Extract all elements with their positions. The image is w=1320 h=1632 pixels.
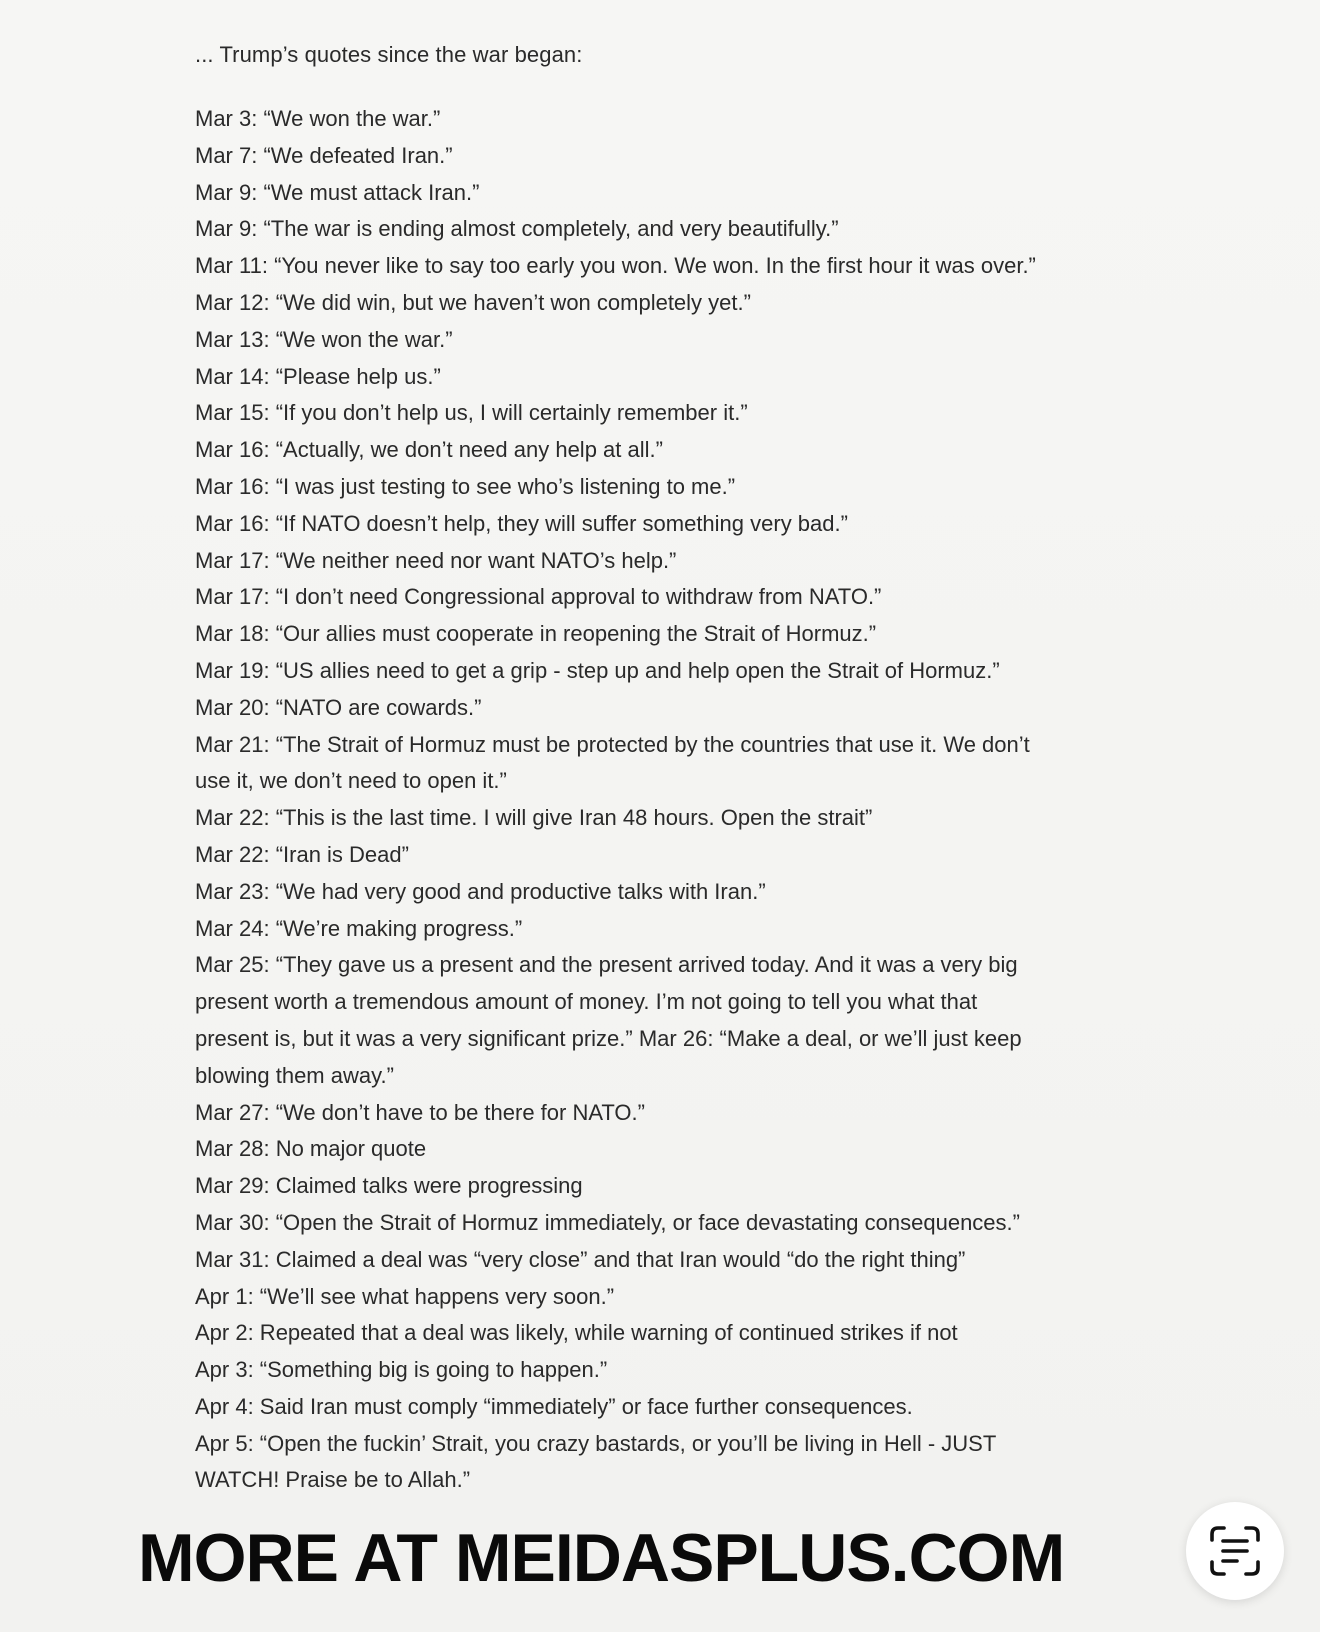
quote-line: Apr 2: Repeated that a deal was likely, while warning of continued strikes if not [195,1320,958,1346]
quote-line: Mar 16: “If NATO doesn’t help, they will suffer something very bad.” [195,510,848,536]
quote-line: Mar 22: “Iran is Dead” [195,841,409,867]
quote-line: Mar 9: “The war is ending almost completely, and very beautifully.” [195,216,839,242]
quote-line: Mar 19: “US allies need to get a grip - step up and help open the Strait of Hormuz.” [195,657,1000,683]
quote-line: Mar 9: “We must attack Iran.” [195,179,480,205]
quote-line: Mar 28: No major quote [195,1136,427,1162]
quote-line: Apr 4: Said Iran must comply “immediately” or face further consequences. [195,1393,913,1419]
quote-line: Mar 18: “Our allies must cooperate in reopening the Strait of Hormuz.” [195,621,877,647]
quote-line: Mar 15: “If you don’t help us, I will certainly remember it.” [195,400,748,426]
quote-line: Apr 5: “Open the fuckin’ Strait, you crazy bastards, or you’ll be living in Hell - JUST [195,1430,997,1456]
quote-line: WATCH! Praise be to Allah.” [195,1467,471,1493]
quote-line: Mar 25: “They gave us a present and the present arrived today. And it was a very big [195,952,1018,978]
quote-line: present worth a tremendous amount of money. I’m not going to tell you what that [195,989,978,1015]
quote-line: Mar 11: “You never like to say too early you won. We won. In the first hour it was over.” [195,253,1036,279]
quote-line: Mar 31: Claimed a deal was “very close” and that Iran would “do the right thing” [195,1246,966,1272]
quote-line: Mar 27: “We don’t have to be there for NATO.” [195,1099,645,1125]
quote-line: use it, we don’t need to open it.” [195,768,507,794]
footer-banner: MORE AT MEIDASPLUS.COM [138,1520,1065,1596]
quote-line: blowing them away.” [195,1062,394,1088]
quote-line: Mar 16: “I was just testing to see who’s listening to me.” [195,473,736,499]
quote-line: Mar 20: “NATO are cowards.” [195,694,482,720]
quote-line: Mar 30: “Open the Strait of Hormuz immediately, or face devastating consequences.” [195,1209,1020,1235]
quote-line: Mar 17: “We neither need nor want NATO’s help.” [195,547,677,573]
intro-line: ... Trump’s quotes since the war began: [195,42,583,67]
quote-line: Mar 17: “I don’t need Congressional approval to withdraw from NATO.” [195,584,882,610]
quote-line: Mar 16: “Actually, we don’t need any help at all.” [195,437,663,463]
quote-line: Mar 3: “We won the war.” [195,106,441,131]
quote-line: Mar 22: “This is the last time. I will give Iran 48 hours. Open the strait” [195,805,873,831]
quote-list [195,101,1095,1499]
text-scan-button[interactable] [1186,1502,1284,1600]
quote-line: Mar 23: “We had very good and productive talks with Iran.” [195,878,766,904]
quote-line: Mar 14: “Please help us.” [195,363,441,389]
quote-line: Apr 1: “We’ll see what happens very soon.” [195,1283,615,1309]
quote-line: Mar 12: “We did win, but we haven’t won completely yet.” [195,289,751,315]
quote-line: present is, but it was a very significant prize.” Mar 26: “Make a deal, or we’ll just keep [195,1025,1022,1051]
quote-line: Mar 21: “The Strait of Hormuz must be protected by the countries that use it. We don’t [195,731,1030,757]
quote-line: Mar 13: “We won the war.” [195,326,453,352]
quote-line: Mar 29: Claimed talks were progressing [195,1173,583,1199]
text-scan-icon [1206,1522,1264,1580]
quote-line: Apr 3: “Something big is going to happen.” [195,1357,608,1383]
quote-line: Mar 24: “We’re making progress.” [195,915,523,941]
quote-line: Mar 7: “We defeated Iran.” [195,142,453,168]
